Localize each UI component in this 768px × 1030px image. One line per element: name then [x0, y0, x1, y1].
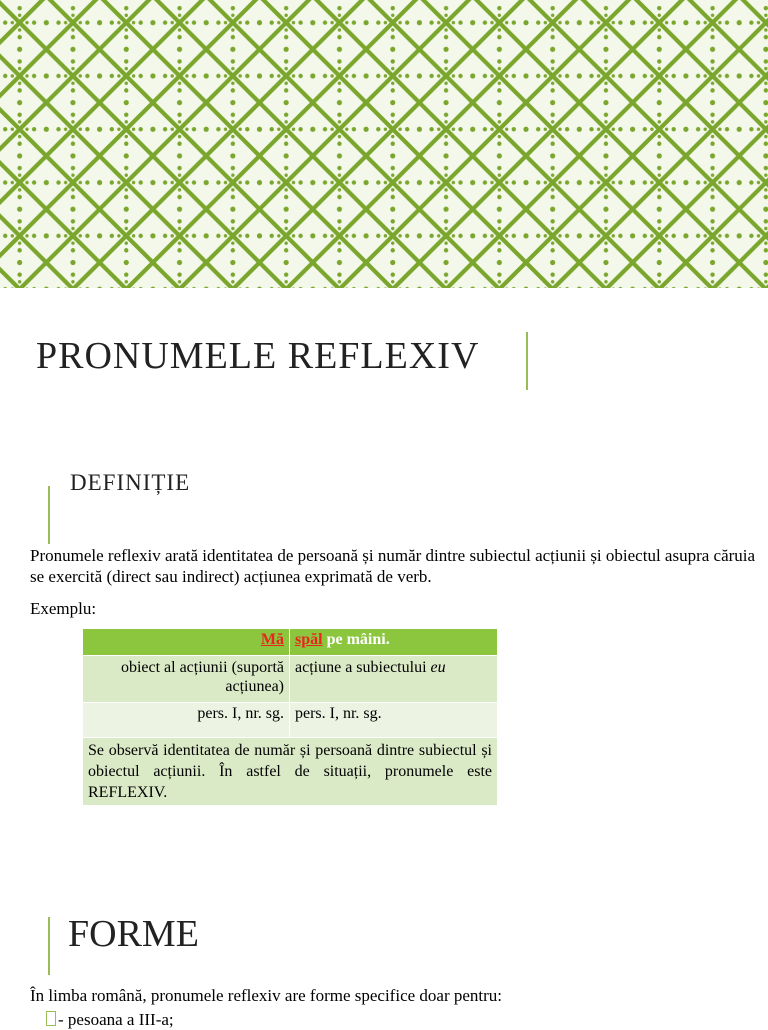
table-row [83, 703, 498, 738]
example-header-row [83, 629, 498, 656]
forme-text: În limba română, pronumele reflexiv are forme specifice doar pentru: [30, 986, 503, 1005]
forme-heading: FORME [68, 913, 199, 955]
list-item: - pesoana a III-a; [46, 1010, 174, 1030]
observation-note: Se observă identitatea de număr și persoană dintre subiectul și obiectul acțiunii. În astfel de situații, pronumele este REFLEXIV. [83, 738, 498, 806]
example-label: Exemplu: [30, 599, 97, 618]
forme-accent-bar [48, 917, 50, 975]
table-row [83, 738, 498, 806]
definition-text: Pronumele reflexiv arată identitatea de persoană și număr dintre subiectul acțiunii și obiectul asupra căruia se exercită (direct sau indirect) acțiunea exprimată de verb. [30, 546, 756, 586]
table-row [83, 656, 498, 703]
example-table [82, 628, 498, 806]
definition-accent-bar [48, 486, 50, 544]
person-number-cell: pers. I, nr. sg. [290, 703, 498, 738]
decorative-pattern-banner [0, 0, 768, 288]
sentence-rest: pe mâini. [322, 631, 390, 648]
slide-title: PRONUMELE REFLEXIV [36, 335, 480, 377]
definition-heading: DEFINIȚIE [70, 470, 191, 495]
verb-word: spăl [295, 631, 323, 648]
role-object-cell: obiect al acțiunii (suportă acțiunea) [83, 656, 290, 703]
person-number-cell: pers. I, nr. sg. [83, 703, 290, 738]
role-action-cell: acțiune a subiectului eu [290, 656, 498, 703]
reflexive-pronoun-word: Mă [260, 631, 284, 648]
title-accent-bar [526, 332, 528, 390]
